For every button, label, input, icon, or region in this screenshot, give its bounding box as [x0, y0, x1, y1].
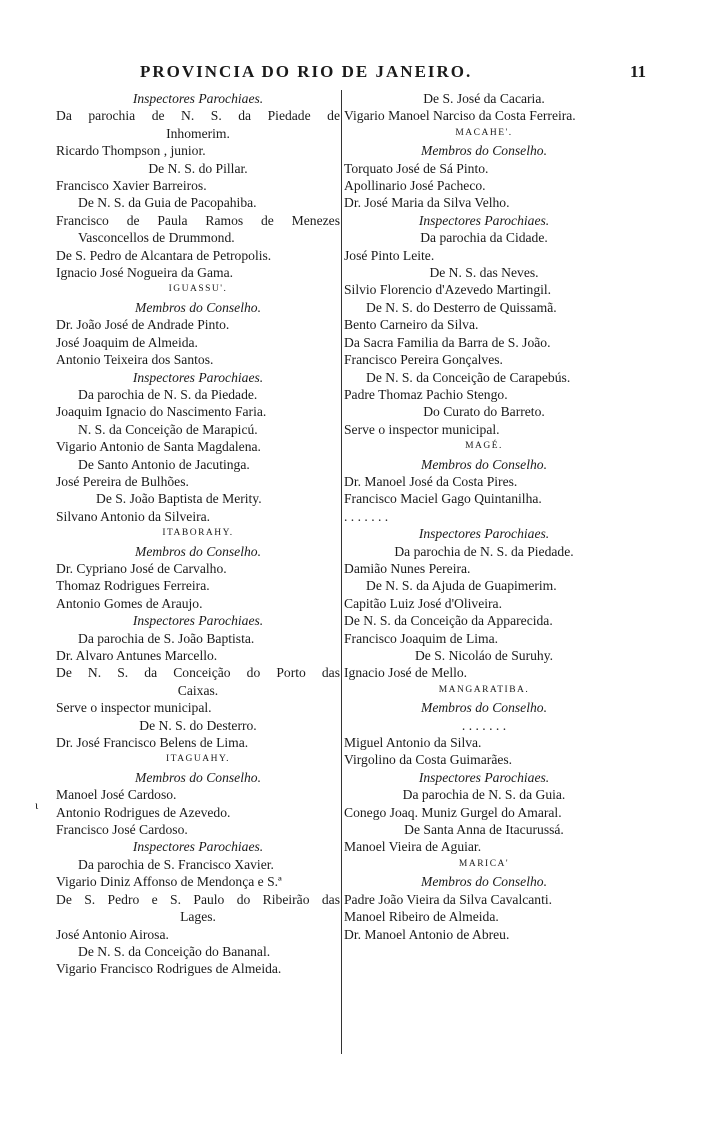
text-line: Manoel Ribeiro de Almeida.: [344, 909, 499, 925]
municipality-heading: MARICA': [458, 858, 510, 869]
parish-line: Da parochia de N. S. da Piedade.: [78, 386, 258, 402]
text-line: Torquato José de Sá Pinto.: [344, 160, 489, 176]
text-line: Dr. Manoel José da Costa Pires.: [344, 473, 518, 489]
text-line: Dr. Manoel Antonio de Abreu.: [344, 926, 510, 942]
text-line: Francisco Joaquim de Lima.: [344, 630, 499, 646]
parish-line: Inhomerim.: [166, 125, 230, 141]
text-line: Da Sacra Familia da Barra de S. João.: [344, 334, 551, 350]
section-heading: Inspectores Parochiaes.: [132, 839, 264, 855]
text-line: Francisco José Cardoso.: [56, 822, 188, 838]
text-line: Dr. Alvaro Antunes Marcello.: [56, 648, 218, 663]
parish-line: De Santa Anna de Itacurussá.: [404, 822, 564, 838]
municipality-heading: IGUASSU'.: [168, 284, 228, 295]
text-line: Manoel Vieira de Aguiar.: [344, 839, 482, 855]
text-line: De S. Pedro e S. Paulo do Ribeirão das: [56, 891, 340, 907]
column-divider: [341, 90, 342, 1054]
parish-line: Do Curato do Barreto.: [423, 404, 545, 420]
parish-line: De N. S. da Ajuda de Guapimerim.: [366, 578, 557, 594]
section-heading: Inspectores Parochiaes.: [418, 769, 550, 785]
text-line: José Joaquim de Almeida.: [56, 334, 198, 350]
section-heading: Membros do Conselho.: [135, 769, 261, 785]
text-line: Dr. José Francisco Belens de Lima.: [56, 735, 249, 751]
text-line: Antonio Rodrigues de Azevedo.: [56, 804, 231, 820]
left-column: [56, 90, 340, 978]
section-heading: Inspectores Parochiaes.: [132, 91, 264, 106]
text-line: Damião Nunes Pereira.: [344, 560, 471, 576]
municipality-heading: ITAGUAHY.: [165, 754, 231, 765]
text-line: De S. Pedro de Alcantara de Petropolis.: [56, 247, 272, 263]
text-line: Vigario Antonio de Santa Magdalena.: [56, 439, 261, 455]
section-heading: Membros do Conselho.: [421, 456, 547, 472]
parish-line: De N. S. da Conceição do Bananal.: [78, 943, 271, 959]
text-line: Silvano Antonio da Silveira.: [56, 508, 211, 524]
text-line: Capitão Luiz José d'Oliveira.: [344, 595, 502, 611]
page-title: PROVINCIA DO RIO DE JANEIRO.: [140, 62, 473, 81]
parish-line: Da parochia de N. S. da Guia.: [402, 787, 566, 803]
parish-line: N. S. da Conceição de Marapicú.: [78, 421, 258, 437]
municipality-heading: MAGÉ.: [465, 441, 503, 452]
section-heading: Inspectores Parochiaes.: [418, 526, 550, 542]
text-line: Conego Joaq. Muniz Gurgel do Amaral.: [344, 804, 562, 820]
text-line: Vigario Francisco Rodrigues de Almeida.: [56, 961, 282, 977]
parish-line: De N. S. das Neves.: [429, 265, 539, 281]
parish-line: De N. S. do Desterro de Quissamã.: [366, 299, 557, 315]
parish-line: De N. S. do Pillar.: [148, 160, 248, 176]
text-line: De N. S. da Conceição da Apparecida.: [344, 613, 553, 629]
parish-line: De S. João Baptista de Merity.: [96, 491, 262, 507]
section-heading: Membros do Conselho.: [135, 543, 261, 559]
parish-line: Da parochia de S. João Baptista.: [78, 630, 255, 646]
text-line: Serve o inspector municipal.: [56, 700, 212, 716]
municipality-heading: MANGARATIBA.: [438, 684, 530, 695]
text-line: Bento Carneiro da Silva.: [344, 317, 479, 333]
text-line: Apollinario José Pacheco.: [344, 178, 486, 194]
text-line: Vigario Diniz Affonso de Mendonça e S.ª: [56, 874, 282, 890]
parish-line: De N. S. da Conceição de Carapebús.: [366, 369, 571, 385]
parish-line: De N. S. do Desterro.: [139, 717, 257, 733]
text-line: Padre Thomaz Pachio Stengo.: [344, 386, 508, 402]
text-line: Padre João Vieira da Silva Cavalcanti.: [344, 891, 553, 907]
text-line: Joaquim Ignacio do Nascimento Faria.: [56, 404, 267, 420]
municipality-heading: ITABORAHY.: [162, 528, 234, 539]
text-line: José Pereira de Bulhões.: [56, 473, 189, 489]
text-line: . . . . . . .: [344, 508, 389, 524]
section-heading: Inspectores Parochiaes.: [418, 212, 550, 228]
text-line: Virgolino da Costa Guimarães.: [344, 752, 513, 768]
text-line: Dr. João José de Andrade Pinto.: [56, 317, 230, 333]
right-column: [344, 90, 624, 943]
text-line: Ignacio José Nogueira da Gama.: [56, 265, 234, 281]
text-line: Francisco Pereira Gonçalves.: [344, 352, 503, 368]
section-heading: Membros do Conselho.: [135, 299, 261, 315]
text-line: Miguel Antonio da Silva.: [344, 735, 482, 751]
text-line: Serve o inspector municipal.: [344, 421, 500, 437]
parish-line: Da parochia de S. Francisco Xavier.: [78, 856, 274, 872]
parish-line: Vasconcellos de Drummond.: [78, 230, 235, 246]
parish-line: De Santo Antonio de Jacutinga.: [78, 456, 250, 472]
text-line: Ignacio José de Mello.: [344, 665, 468, 681]
parish-line: De S. Nicoláo de Suruhy.: [414, 648, 554, 663]
text-line: Francisco Xavier Barreiros.: [56, 178, 207, 194]
text-line: Dr. Cypriano José de Carvalho.: [56, 560, 227, 576]
text-line: Dr. José Maria da Silva Velho.: [344, 195, 510, 211]
text-line: Ricardo Thompson , junior.: [56, 143, 206, 159]
text-line: Antonio Gomes de Araujo.: [56, 595, 203, 611]
page-number: 11: [629, 62, 646, 81]
section-heading: Membros do Conselho.: [421, 143, 547, 159]
parish-line: De S. José da Cacaria.: [423, 91, 545, 106]
text-line: Vigario Manoel Narciso da Costa Ferreira.: [344, 108, 576, 124]
parish-line: Da parochia da Cidade.: [420, 230, 548, 246]
parish-line: Lages.: [180, 909, 216, 925]
text-line: De N. S. da Conceição do Porto das: [56, 665, 340, 681]
parish-line: Caixas.: [177, 682, 219, 698]
section-heading: Inspectores Parochiaes.: [132, 369, 264, 385]
parish-line: De N. S. da Guia de Pacopahiba.: [78, 195, 257, 211]
section-heading: Membros do Conselho.: [421, 874, 547, 890]
text-line: Antonio Teixeira dos Santos.: [56, 352, 214, 368]
text-line: Francisco Maciel Gago Quintanilha.: [344, 491, 542, 507]
parish-line: Da parochia de N. S. da Piedade.: [394, 543, 574, 559]
margin-mark: ι: [35, 798, 39, 812]
parish-line: . . . . . . .: [461, 717, 507, 733]
text-line: Francisco de Paula Ramos de Menezes: [56, 212, 340, 228]
text-line: Manoel José Cardoso.: [56, 787, 177, 803]
municipality-heading: MACAHE'.: [455, 127, 513, 138]
text-line: Da parochia de N. S. da Piedade de: [56, 108, 340, 124]
text-line: José Pinto Leite.: [344, 247, 435, 263]
section-heading: Membros do Conselho.: [421, 700, 547, 716]
text-line: Thomaz Rodrigues Ferreira.: [56, 578, 210, 594]
text-line: José Antonio Airosa.: [56, 926, 169, 942]
section-heading: Inspectores Parochiaes.: [132, 613, 264, 629]
text-line: Silvio Florencio d'Azevedo Martingil.: [344, 282, 552, 298]
